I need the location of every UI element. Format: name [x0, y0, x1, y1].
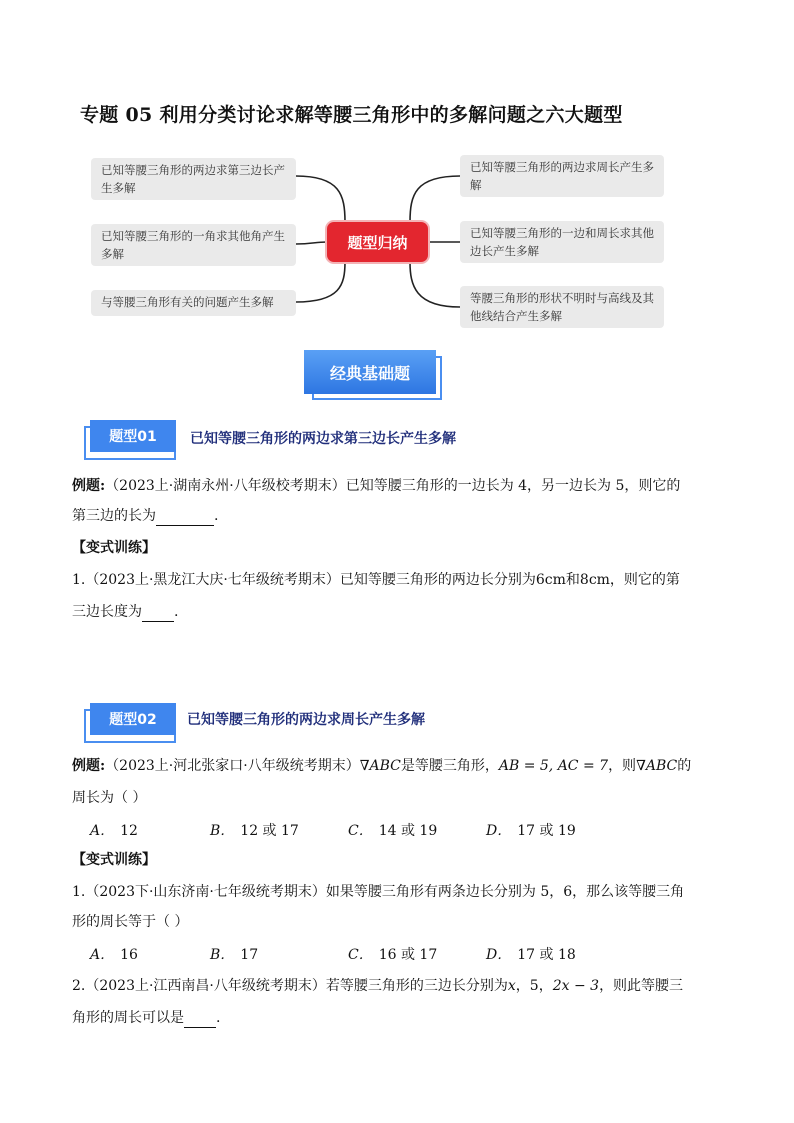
mindmap-right-item-3: 等腰三角形的形状不明时与高线及其他线结合产生多解: [460, 286, 664, 328]
section-tag-label: 题型02: [90, 703, 176, 735]
q1-option-a: A． 16: [90, 947, 138, 963]
mindmap-left-item-3: 与等腰三角形有关的问题产生多解: [91, 290, 296, 316]
variant-label: 【变式训练】: [72, 540, 156, 556]
section-heading: 已知等腰三角形的两边求第三边长产生多解: [190, 431, 456, 447]
variant-q2-line-2: 角形的周长可以是 .: [72, 1010, 221, 1026]
example-1-line-2: 第三边的长为 .: [72, 508, 219, 524]
section-heading: 已知等腰三角形的两边求周长产生多解: [187, 712, 425, 728]
answer-blank: [184, 1011, 216, 1028]
q1-option-d: D． 17 或 18: [486, 947, 576, 963]
section-tag-02: [90, 703, 176, 735]
connector-right-3: [410, 262, 460, 307]
connector-right-1: [410, 176, 460, 222]
classic-banner-label: 经典基础题: [304, 350, 436, 394]
option-d: D． 17 或 19: [486, 823, 576, 839]
variant-q1-line-2: 形的周长等于（ ）: [72, 914, 189, 930]
variant-q1-line-1: 1.（2023下·山东济南·七年级统考期末）如果等腰三角形有两条边长分别为 5，6，那么该等腰三角: [72, 884, 685, 900]
connector-left-1: [296, 176, 345, 222]
example-label: 例题:: [72, 478, 106, 494]
example-2-line-2: 周长为（ ）: [72, 790, 147, 806]
example-2-line-1: 例题:（2023上·河北张家口·八年级统考期末）∇ABC是等腰三角形，AB = 5, AC = 7，则∇ABC的: [72, 758, 692, 774]
variant-q2-line-1: 2.（2023上·江西南昌·八年级统考期末）若等腰三角形的三边长分别为x，5，2x − 3，则此等腰三: [72, 978, 684, 994]
q1-option-c: C． 16 或 17: [348, 947, 438, 963]
q1-option-b: B． 17: [210, 947, 259, 963]
example-1-line-1: [72, 476, 680, 496]
mindmap-center: 题型归纳: [327, 222, 428, 262]
answer-blank: [142, 605, 174, 622]
section-tag-01: [90, 420, 176, 452]
mindmap-right-item-2: 已知等腰三角形的一边和周长求其他边长产生多解: [460, 221, 664, 263]
variant-q1-line-2: 三边长度为 .: [72, 604, 179, 620]
classic-banner: [304, 350, 436, 394]
connector-left-3: [296, 262, 345, 302]
answer-blank: [156, 509, 214, 526]
mindmap-left-item-2: 已知等腰三角形的一角求其他角产生多解: [91, 224, 296, 266]
example-text: （2023上·湖南永州·八年级校考期末）已知等腰三角形的一边长为 4，另一边长为 5，则它的: [105, 478, 681, 494]
variant-label: 【变式训练】: [72, 852, 156, 868]
mindmap-left-item-1: 已知等腰三角形的两边求第三边长产生多解: [91, 158, 296, 200]
option-b: B． 12 或 17: [210, 823, 299, 839]
variant-q1-line-1: 1.（2023上·黑龙江大庆·七年级统考期末）已知等腰三角形的两边长分别为6cm和8cm，则它的第: [72, 572, 680, 588]
section-tag-label: 题型01: [90, 420, 176, 452]
page-title: 专题 05 利用分类讨论求解等腰三角形中的多解问题之六大题型: [80, 104, 623, 126]
mindmap-right-item-1: 已知等腰三角形的两边求周长产生多解: [460, 155, 664, 197]
option-c: C． 14 或 19: [348, 823, 438, 839]
connector-left-2: [296, 242, 327, 244]
option-a: A． 12: [90, 823, 138, 839]
